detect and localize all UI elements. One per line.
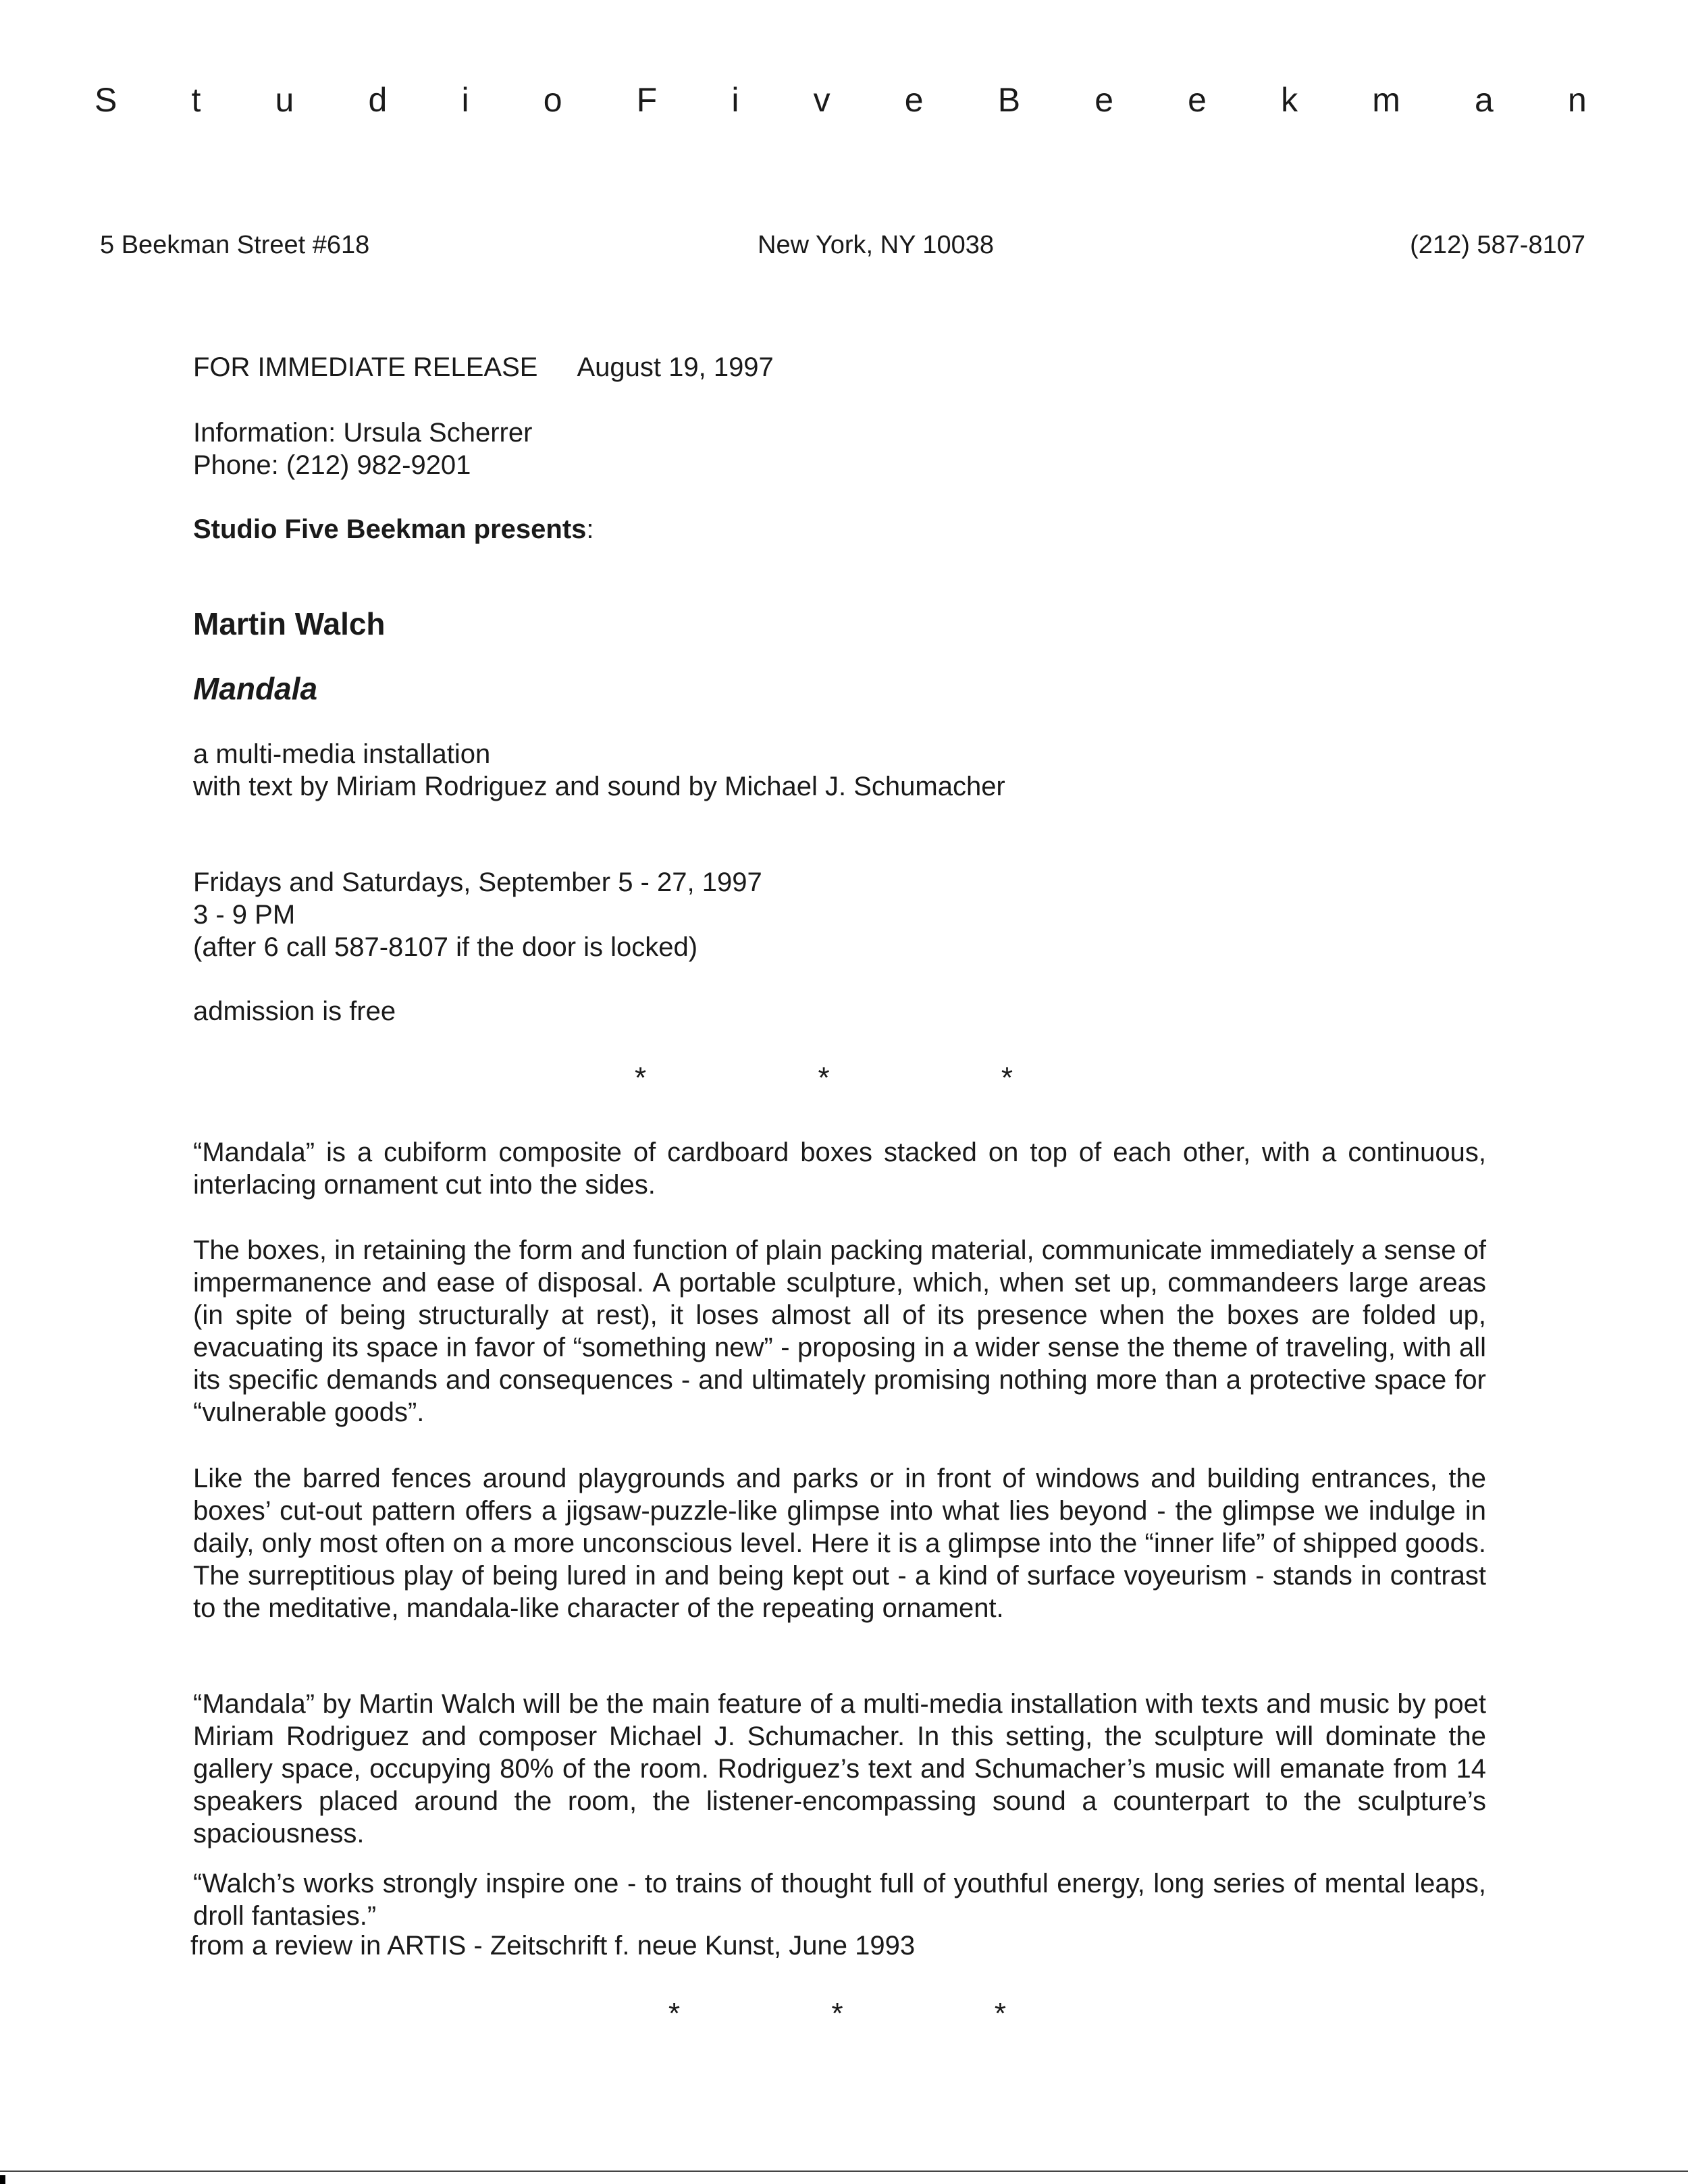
letterhead-letter: v: [813, 81, 830, 119]
quote-source: from a review in ARTIS - Zeitschrift f. neue Kunst, June 1993: [190, 1931, 916, 1961]
letterhead-letter: e: [1094, 81, 1113, 119]
body-paragraph: “Mandala” is a cubiform composite of cardboard boxes stacked on top of each other, with a continuous, interlacing ornament cut into the sides.: [193, 1138, 1486, 1200]
asterisk: *: [635, 1061, 647, 1094]
studio-phone: (212) 587-8107: [1410, 231, 1585, 259]
address-line: [100, 228, 1585, 269]
release-date: August 19, 1997: [577, 352, 774, 382]
letterhead-letter: e: [904, 81, 924, 119]
release-label: FOR IMMEDIATE RELEASE: [193, 352, 538, 382]
schedule-dates: Fridays and Saturdays, September 5 - 27, 1997: [193, 868, 762, 897]
contact-info: Information: Ursula Scherrer: [193, 418, 533, 448]
artist-name: Martin Walch: [193, 606, 386, 641]
contact-phone: Phone: (212) 982-9201: [193, 450, 471, 480]
letterhead-letter: u: [275, 81, 294, 119]
asterisk: *: [831, 1997, 843, 2030]
presents-colon: :: [586, 514, 594, 544]
separator-stars: [635, 1061, 1013, 1095]
letterhead-letter: B: [997, 81, 1021, 119]
body-paragraph: The boxes, in retaining the form and function of plain packing material, communicate immediately a sense of impermanence and ease of disposal. A portable sculpture, which, when set up, commandeers large areas (in spite of being structurally at rest), it loses almost all of its presence when the boxes are folded up, evacuating its space in favor of “something new” - proposing in a wider sense the theme of traveling, with all its specific demands and consequences - and ultimately promising nothing more than a protective space for “vulnerable goods”.: [193, 1235, 1486, 1427]
asterisk: *: [818, 1061, 830, 1094]
asterisk: *: [994, 1997, 1006, 2030]
asterisk: *: [1001, 1061, 1013, 1094]
letterhead-letter: i: [461, 81, 469, 119]
letterhead-letter: S: [95, 81, 117, 119]
schedule-block: [193, 866, 1486, 963]
street-address: 5 Beekman Street #618: [100, 231, 370, 259]
release-line: [193, 351, 1486, 383]
bottom-rule: [0, 2170, 1688, 2172]
review-quote: “Walch’s works strongly inspire one - to trains of thought full of youthful energy, long series of mental leaps, droll fantasies.”: [193, 1869, 1486, 1931]
letterhead-letter: d: [368, 81, 388, 119]
admission-note: admission is free: [193, 996, 396, 1026]
city-address: New York, NY 10038: [758, 231, 994, 259]
letterhead-letter: t: [191, 81, 201, 119]
letterhead-letter: i: [731, 81, 739, 119]
letterhead-letter: o: [543, 81, 562, 119]
letterhead: [95, 80, 1587, 120]
letterhead-letter: F: [636, 81, 658, 119]
scan-edge-mark: [0, 2175, 5, 2184]
presents-line: [193, 513, 1486, 545]
subtitle-block: [193, 738, 1486, 803]
subtitle-line: with text by Miriam Rodriguez and sound by Michael J. Schumacher: [193, 772, 1005, 801]
schedule-hours: 3 - 9 PM: [193, 900, 296, 930]
presents-text: Studio Five Beekman presents: [193, 514, 587, 544]
letterhead-letter: e: [1188, 81, 1207, 119]
letterhead-letter: m: [1372, 81, 1400, 119]
body-paragraph: “Mandala” by Martin Walch will be the main feature of a multi-media installation with texts and music by poet Miriam Rodriguez and composer Michael J. Schumacher. In this setting, the sculpture will dominate the gallery space, occupying 80% of the room. Rodriguez’s text and Schumacher’s music will emanate from 14 speakers placed around the room, the listener-encompassing sound a counterpart to the sculpture’s spaciousness.: [193, 1689, 1486, 1848]
letterhead-letter: k: [1281, 81, 1298, 119]
letterhead-letter: n: [1567, 81, 1587, 119]
asterisk: *: [668, 1997, 681, 2030]
body-paragraph: Like the barred fences around playgrounds and parks or in front of windows and building entrances, the boxes’ cut-out pattern offers a jigsaw-puzzle-like glimpse into what lies beyond - the glimpse we indulge in daily, only most often on a more unconscious level. Here it is a glimpse into the “inner life” of shipped goods. The surreptitious play of being lured in and being kept out - a kind of surface voyeurism - stands in contrast to the meditative, mandala-like character of the repeating ornament.: [193, 1464, 1486, 1623]
schedule-note: (after 6 call 587-8107 if the door is locked): [193, 932, 698, 962]
separator-stars: [668, 1997, 1006, 2031]
contact-block: [193, 417, 1486, 481]
subtitle-line: a multi-media installation: [193, 739, 491, 769]
letterhead-letter: a: [1475, 81, 1494, 119]
work-title: Mandala: [193, 671, 318, 706]
